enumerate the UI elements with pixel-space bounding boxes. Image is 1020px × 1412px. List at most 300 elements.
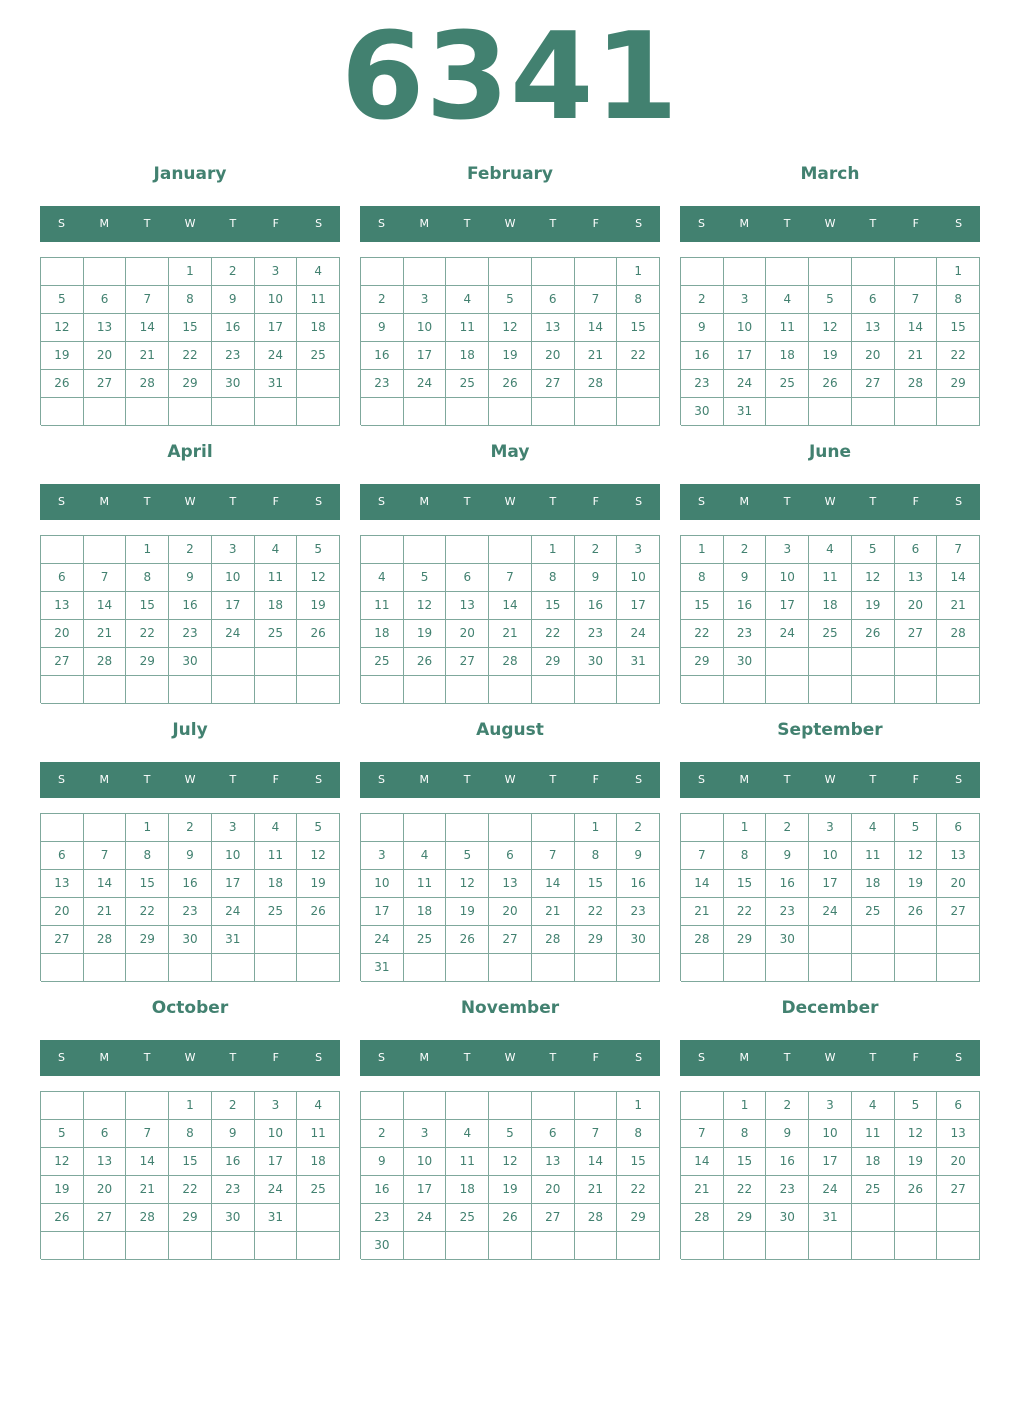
empty-cell (41, 1092, 84, 1120)
day-cell: 28 (84, 648, 127, 676)
day-cell: 10 (255, 1120, 298, 1148)
day-cell: 6 (937, 814, 980, 842)
day-cell: 30 (169, 926, 212, 954)
day-cell: 26 (297, 620, 340, 648)
weekday-label: S (955, 495, 963, 508)
weekday-header (680, 762, 980, 798)
weekday-label: W (824, 773, 836, 786)
empty-cell (41, 258, 84, 286)
day-cell: 20 (532, 1176, 575, 1204)
day-cell: 28 (126, 1204, 169, 1232)
empty-cell (681, 676, 724, 704)
day-cell: 19 (895, 1148, 938, 1176)
weekday-header (680, 206, 980, 242)
day-cell: 22 (126, 898, 169, 926)
day-cell: 25 (852, 1176, 895, 1204)
empty-cell (297, 954, 340, 982)
weekday-header (40, 1040, 340, 1076)
day-cell: 24 (404, 1204, 447, 1232)
weekday-label: M (99, 495, 110, 508)
weekday-label: W (504, 217, 516, 230)
day-cell: 1 (617, 1092, 660, 1120)
day-cell: 21 (575, 342, 618, 370)
empty-cell (297, 370, 340, 398)
day-cell: 24 (617, 620, 660, 648)
empty-cell (84, 814, 127, 842)
day-cell: 5 (809, 286, 852, 314)
day-cell: 27 (532, 1204, 575, 1232)
day-cell: 25 (255, 620, 298, 648)
weekday-label: M (99, 773, 110, 786)
day-cell: 3 (809, 814, 852, 842)
weekday-label: W (504, 495, 516, 508)
empty-cell (255, 398, 298, 426)
day-cell: 28 (681, 926, 724, 954)
empty-cell (575, 1232, 618, 1260)
empty-cell (169, 954, 212, 982)
empty-cell (937, 648, 980, 676)
day-cell: 2 (212, 1092, 255, 1120)
day-cell: 8 (126, 842, 169, 870)
weekday-header (40, 762, 340, 798)
empty-cell (41, 1232, 84, 1260)
empty-cell (532, 1092, 575, 1120)
empty-cell (255, 676, 298, 704)
weekday-label: F (912, 495, 919, 508)
day-cell: 17 (766, 592, 809, 620)
month-title: February (466, 164, 554, 184)
day-cell: 14 (532, 870, 575, 898)
day-cell: 6 (532, 1120, 575, 1148)
day-cell: 18 (446, 342, 489, 370)
month-title: April (167, 442, 213, 462)
weekday-label: T (549, 495, 557, 508)
day-cell: 12 (297, 842, 340, 870)
day-cell: 15 (126, 870, 169, 898)
day-cell: 23 (724, 620, 767, 648)
day-cell: 16 (766, 870, 809, 898)
day-cell: 16 (169, 870, 212, 898)
day-cell: 29 (617, 1204, 660, 1232)
day-cell: 18 (852, 1148, 895, 1176)
empty-cell (724, 676, 767, 704)
weekday-label: F (272, 1051, 279, 1064)
empty-cell (404, 258, 447, 286)
day-cell: 9 (169, 842, 212, 870)
day-cell: 9 (617, 842, 660, 870)
empty-cell (126, 398, 169, 426)
day-cell: 21 (126, 342, 169, 370)
weekday-label: M (419, 217, 430, 230)
day-cell: 5 (852, 536, 895, 564)
day-cell: 1 (126, 536, 169, 564)
empty-cell (532, 398, 575, 426)
day-cell: 17 (212, 592, 255, 620)
day-cell: 24 (404, 370, 447, 398)
weekday-label: M (419, 1051, 430, 1064)
day-cell: 4 (809, 536, 852, 564)
day-cell: 11 (297, 286, 340, 314)
day-cell: 27 (937, 898, 980, 926)
day-cell: 22 (617, 342, 660, 370)
day-cell: 31 (255, 1204, 298, 1232)
empty-cell (212, 954, 255, 982)
day-cell: 22 (724, 1176, 767, 1204)
weekday-label: M (419, 495, 430, 508)
day-cell: 1 (937, 258, 980, 286)
empty-cell (84, 676, 127, 704)
day-cell: 27 (84, 370, 127, 398)
day-cell: 12 (41, 314, 84, 342)
day-cell: 11 (404, 870, 447, 898)
day-cell: 30 (766, 926, 809, 954)
day-cell: 25 (404, 926, 447, 954)
empty-cell (617, 1232, 660, 1260)
day-cell: 7 (681, 842, 724, 870)
month-title: December (781, 998, 879, 1018)
day-cell: 4 (297, 258, 340, 286)
empty-cell (766, 258, 809, 286)
weekday-label: S (57, 217, 65, 230)
day-cell: 17 (809, 1148, 852, 1176)
empty-cell (126, 676, 169, 704)
empty-cell (532, 258, 575, 286)
weekday-label: T (463, 217, 471, 230)
day-cell: 24 (212, 620, 255, 648)
day-cell: 17 (404, 1176, 447, 1204)
empty-cell (41, 814, 84, 842)
empty-cell (489, 1232, 532, 1260)
weekday-header (360, 206, 660, 242)
day-cell: 26 (404, 648, 447, 676)
day-cell: 15 (724, 870, 767, 898)
empty-cell (937, 1204, 980, 1232)
day-cell: 14 (126, 314, 169, 342)
empty-cell (84, 1232, 127, 1260)
day-cell: 19 (489, 342, 532, 370)
day-cell: 4 (297, 1092, 340, 1120)
empty-cell (617, 676, 660, 704)
weekday-label: M (99, 1051, 110, 1064)
day-cell: 9 (766, 842, 809, 870)
weekday-header (40, 484, 340, 520)
day-cell: 25 (446, 370, 489, 398)
month-title: September (777, 720, 883, 740)
empty-cell (852, 926, 895, 954)
day-cell: 22 (681, 620, 724, 648)
day-cell: 9 (724, 564, 767, 592)
day-cell: 9 (681, 314, 724, 342)
weekday-label: T (143, 495, 151, 508)
weekday-label: T (229, 217, 237, 230)
day-cell: 28 (937, 620, 980, 648)
day-cell: 10 (404, 1148, 447, 1176)
day-cell: 23 (212, 342, 255, 370)
day-grid (40, 1091, 340, 1259)
empty-cell (681, 954, 724, 982)
day-cell: 20 (532, 342, 575, 370)
empty-cell (41, 676, 84, 704)
day-cell: 8 (575, 842, 618, 870)
empty-cell (84, 398, 127, 426)
empty-cell (361, 258, 404, 286)
day-cell: 27 (41, 648, 84, 676)
weekday-label: T (549, 773, 557, 786)
weekday-label: T (783, 1051, 791, 1064)
day-cell: 12 (446, 870, 489, 898)
empty-cell (297, 398, 340, 426)
day-cell: 2 (724, 536, 767, 564)
day-cell: 10 (255, 286, 298, 314)
day-cell: 19 (297, 592, 340, 620)
empty-cell (937, 926, 980, 954)
day-cell: 30 (681, 398, 724, 426)
weekday-label: S (377, 495, 385, 508)
month-title: January (153, 164, 227, 184)
day-cell: 6 (895, 536, 938, 564)
empty-cell (361, 814, 404, 842)
day-cell: 18 (766, 342, 809, 370)
empty-cell (404, 814, 447, 842)
day-cell: 18 (297, 1148, 340, 1176)
empty-cell (489, 676, 532, 704)
day-cell: 5 (446, 842, 489, 870)
day-cell: 18 (852, 870, 895, 898)
day-cell: 26 (41, 1204, 84, 1232)
day-cell: 17 (361, 898, 404, 926)
day-cell: 22 (937, 342, 980, 370)
weekday-header (360, 484, 660, 520)
weekday-label: S (635, 1051, 643, 1064)
day-cell: 7 (489, 564, 532, 592)
empty-cell (724, 258, 767, 286)
day-cell: 11 (852, 1120, 895, 1148)
day-cell: 2 (169, 814, 212, 842)
day-cell: 17 (255, 1148, 298, 1176)
day-cell: 24 (809, 898, 852, 926)
day-cell: 5 (489, 1120, 532, 1148)
day-cell: 25 (297, 1176, 340, 1204)
day-cell: 29 (937, 370, 980, 398)
empty-cell (532, 954, 575, 982)
day-cell: 6 (446, 564, 489, 592)
weekday-label: W (504, 773, 516, 786)
day-cell: 2 (169, 536, 212, 564)
day-cell: 21 (681, 898, 724, 926)
day-cell: 19 (489, 1176, 532, 1204)
day-cell: 5 (489, 286, 532, 314)
day-cell: 23 (766, 898, 809, 926)
day-cell: 14 (84, 870, 127, 898)
day-cell: 18 (404, 898, 447, 926)
empty-cell (404, 536, 447, 564)
day-cell: 15 (532, 592, 575, 620)
empty-cell (809, 1232, 852, 1260)
empty-cell (361, 676, 404, 704)
weekday-label: S (697, 773, 705, 786)
day-grid (680, 813, 980, 981)
day-cell: 23 (617, 898, 660, 926)
day-cell: 14 (84, 592, 127, 620)
day-cell: 20 (937, 1148, 980, 1176)
day-cell: 4 (404, 842, 447, 870)
day-cell: 23 (361, 370, 404, 398)
weekday-label: T (783, 773, 791, 786)
day-cell: 5 (297, 536, 340, 564)
day-cell: 22 (617, 1176, 660, 1204)
day-cell: 25 (361, 648, 404, 676)
day-cell: 25 (446, 1204, 489, 1232)
day-cell: 11 (297, 1120, 340, 1148)
day-cell: 4 (255, 536, 298, 564)
empty-cell (532, 1232, 575, 1260)
day-cell: 28 (575, 370, 618, 398)
day-cell: 26 (809, 370, 852, 398)
empty-cell (852, 648, 895, 676)
day-grid (360, 1091, 660, 1259)
weekday-header (40, 206, 340, 242)
day-cell: 2 (361, 1120, 404, 1148)
day-cell: 3 (255, 258, 298, 286)
day-cell: 23 (681, 370, 724, 398)
day-cell: 24 (255, 1176, 298, 1204)
day-cell: 18 (297, 314, 340, 342)
day-cell: 14 (575, 1148, 618, 1176)
day-cell: 15 (724, 1148, 767, 1176)
day-cell: 15 (575, 870, 618, 898)
day-cell: 26 (41, 370, 84, 398)
day-cell: 13 (895, 564, 938, 592)
day-cell: 13 (84, 314, 127, 342)
empty-cell (617, 954, 660, 982)
empty-cell (852, 398, 895, 426)
empty-cell (895, 648, 938, 676)
day-cell: 22 (575, 898, 618, 926)
day-cell: 13 (41, 870, 84, 898)
day-cell: 4 (446, 286, 489, 314)
day-cell: 15 (937, 314, 980, 342)
day-cell: 9 (361, 1148, 404, 1176)
weekday-label: F (592, 1051, 599, 1064)
day-cell: 1 (724, 814, 767, 842)
day-cell: 24 (255, 342, 298, 370)
day-cell: 29 (575, 926, 618, 954)
day-cell: 19 (895, 870, 938, 898)
day-cell: 9 (575, 564, 618, 592)
day-cell: 3 (404, 1120, 447, 1148)
day-cell: 24 (809, 1176, 852, 1204)
day-cell: 3 (404, 286, 447, 314)
day-cell: 29 (169, 1204, 212, 1232)
day-cell: 29 (126, 648, 169, 676)
empty-cell (126, 1232, 169, 1260)
weekday-label: F (592, 773, 599, 786)
day-cell: 31 (255, 370, 298, 398)
empty-cell (297, 926, 340, 954)
day-cell: 26 (852, 620, 895, 648)
empty-cell (575, 258, 618, 286)
day-cell: 27 (852, 370, 895, 398)
day-cell: 14 (937, 564, 980, 592)
weekday-label: S (955, 773, 963, 786)
day-cell: 23 (212, 1176, 255, 1204)
day-cell: 4 (446, 1120, 489, 1148)
month-title: November (460, 998, 560, 1018)
day-cell: 24 (361, 926, 404, 954)
weekday-label: S (315, 1051, 323, 1064)
weekday-label: W (824, 495, 836, 508)
day-cell: 28 (895, 370, 938, 398)
empty-cell (766, 676, 809, 704)
day-cell: 18 (255, 592, 298, 620)
empty-cell (489, 536, 532, 564)
empty-cell (852, 258, 895, 286)
day-cell: 10 (617, 564, 660, 592)
day-cell: 7 (575, 1120, 618, 1148)
day-cell: 26 (297, 898, 340, 926)
weekday-label: T (229, 495, 237, 508)
day-cell: 9 (212, 286, 255, 314)
day-cell: 13 (446, 592, 489, 620)
empty-cell (809, 954, 852, 982)
day-cell: 12 (41, 1148, 84, 1176)
weekday-label: T (143, 773, 151, 786)
day-cell: 25 (766, 370, 809, 398)
day-grid (680, 535, 980, 703)
weekday-label: S (315, 773, 323, 786)
empty-cell (852, 1232, 895, 1260)
weekday-label: T (869, 1051, 877, 1064)
day-cell: 2 (617, 814, 660, 842)
empty-cell (809, 676, 852, 704)
day-cell: 2 (361, 286, 404, 314)
empty-cell (766, 954, 809, 982)
day-cell: 4 (361, 564, 404, 592)
empty-cell (852, 1204, 895, 1232)
weekday-label: F (912, 1051, 919, 1064)
day-cell: 3 (212, 536, 255, 564)
month-title: October (151, 998, 229, 1018)
day-cell: 16 (681, 342, 724, 370)
day-cell: 8 (724, 842, 767, 870)
day-cell: 8 (169, 286, 212, 314)
day-cell: 13 (852, 314, 895, 342)
empty-cell (617, 398, 660, 426)
day-cell: 19 (446, 898, 489, 926)
weekday-label: F (272, 217, 279, 230)
empty-cell (41, 954, 84, 982)
day-cell: 10 (212, 842, 255, 870)
day-cell: 12 (895, 842, 938, 870)
day-cell: 4 (766, 286, 809, 314)
empty-cell (41, 398, 84, 426)
weekday-label: S (697, 495, 705, 508)
day-cell: 16 (212, 314, 255, 342)
day-cell: 7 (84, 564, 127, 592)
weekday-label: F (272, 495, 279, 508)
day-cell: 13 (41, 592, 84, 620)
empty-cell (852, 954, 895, 982)
weekday-label: W (184, 217, 196, 230)
day-cell: 12 (489, 314, 532, 342)
day-cell: 30 (169, 648, 212, 676)
empty-cell (895, 676, 938, 704)
day-cell: 8 (532, 564, 575, 592)
day-cell: 21 (84, 620, 127, 648)
day-cell: 29 (681, 648, 724, 676)
empty-cell (895, 926, 938, 954)
empty-cell (404, 1092, 447, 1120)
